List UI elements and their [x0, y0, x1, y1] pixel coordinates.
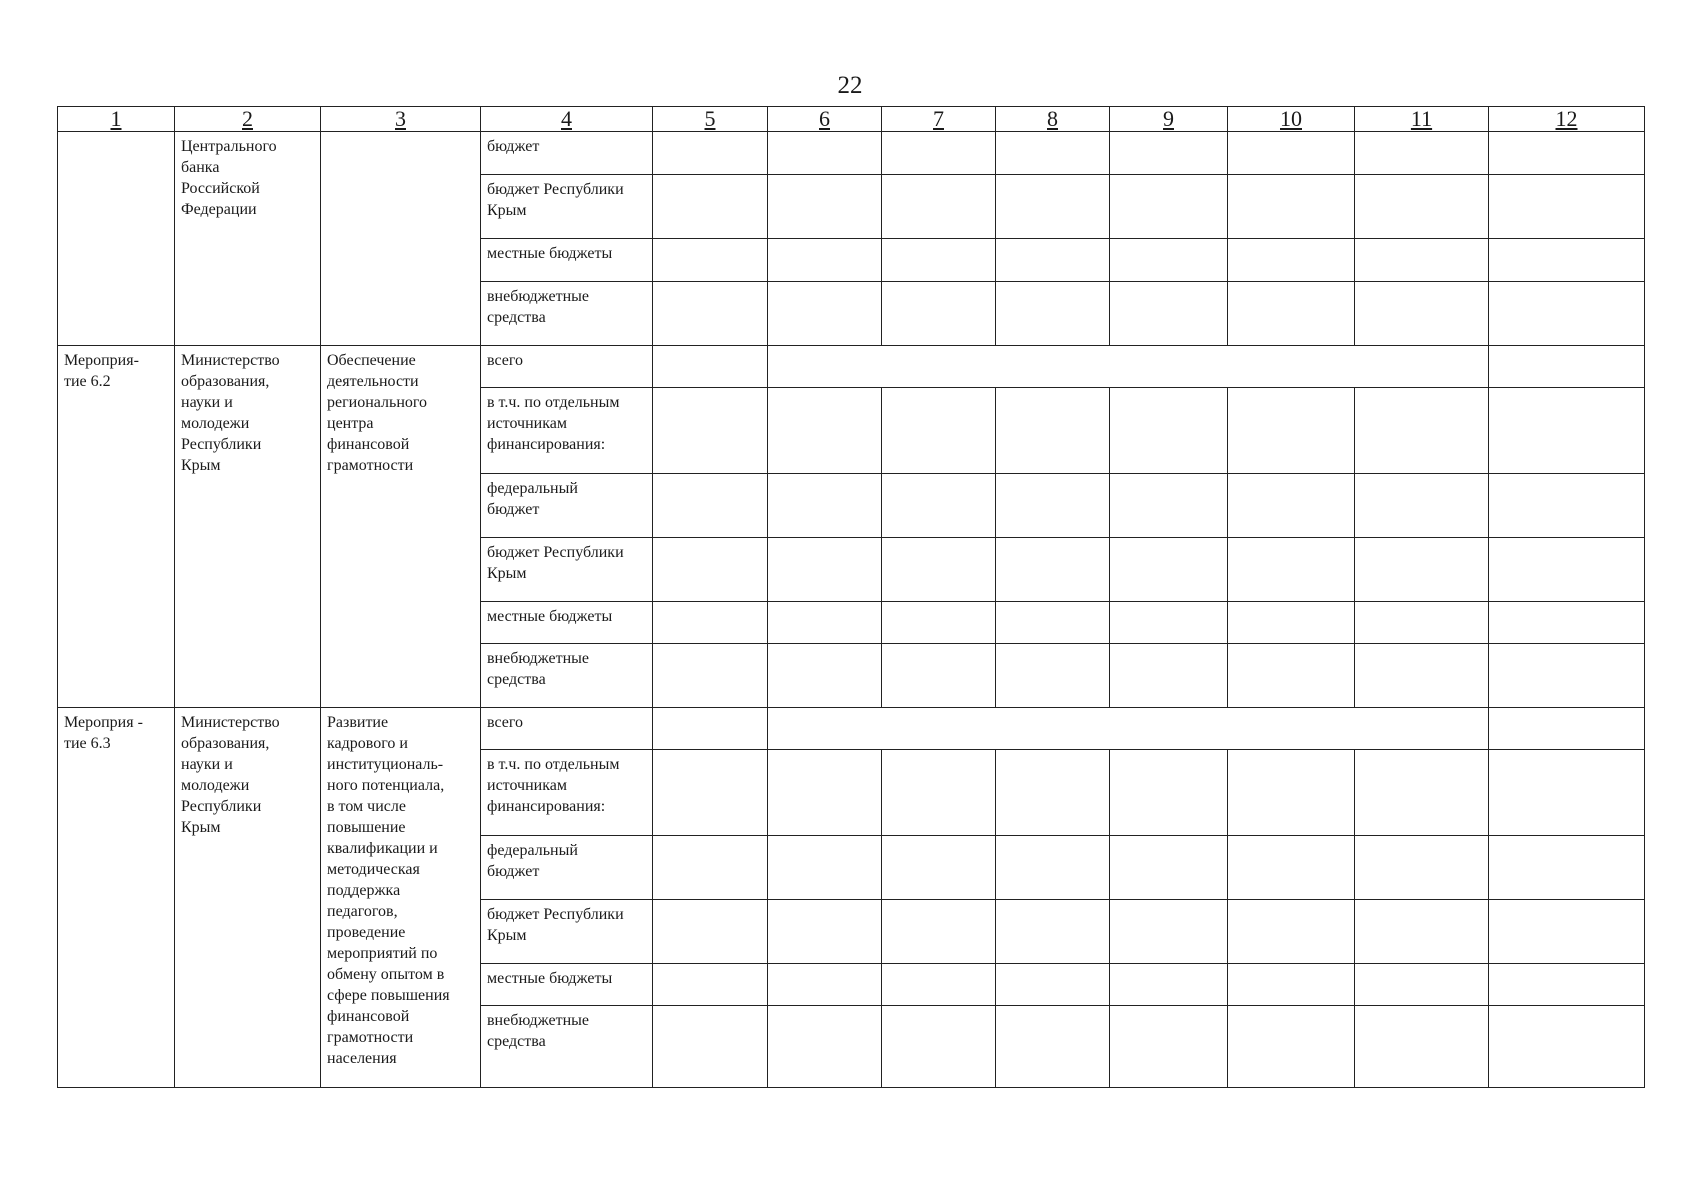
value-cell: [1355, 900, 1489, 964]
value-cell: [1110, 836, 1228, 900]
value-cell: [996, 750, 1110, 836]
value-cell: [882, 282, 996, 346]
value-cell: [653, 282, 768, 346]
value-cell: [1110, 175, 1228, 239]
source-cell: бюджет Республики Крым: [481, 175, 653, 239]
value-cell: [653, 132, 768, 175]
value-cell: [768, 474, 882, 538]
value-cell: [1489, 282, 1645, 346]
value-cell: [996, 538, 1110, 602]
value-cell: [1228, 175, 1355, 239]
value-cell: [1228, 388, 1355, 474]
value-cell: [996, 644, 1110, 708]
value-cell: [1489, 644, 1645, 708]
col-header-9: 9: [1110, 107, 1228, 132]
col-header-12: 12: [1489, 107, 1645, 132]
value-cell: [1228, 836, 1355, 900]
value-cell: [882, 900, 996, 964]
value-cell: [653, 388, 768, 474]
merged-total-cell: [768, 708, 1489, 750]
value-cell: [1110, 474, 1228, 538]
value-cell: [768, 239, 882, 282]
value-cell: [768, 750, 882, 836]
value-cell: [1355, 836, 1489, 900]
value-cell: [1228, 602, 1355, 644]
table-row: [58, 132, 1645, 175]
value-cell: [1355, 282, 1489, 346]
value-cell: [1355, 175, 1489, 239]
responsible-org-cell: Министерство образования, науки и молодежи Республики Крым: [175, 346, 321, 708]
value-cell: [1228, 132, 1355, 175]
source-cell: всего: [481, 346, 653, 388]
responsible-org-cell: Министерство образования, науки и молодежи Республики Крым: [175, 708, 321, 1088]
source-cell: бюджет Республики Крым: [481, 900, 653, 964]
value-cell: [1489, 175, 1645, 239]
source-cell: внебюджетные средства: [481, 282, 653, 346]
value-cell: [1110, 900, 1228, 964]
value-cell: [882, 964, 996, 1006]
value-cell: [1355, 239, 1489, 282]
value-cell: [768, 644, 882, 708]
value-cell: [768, 900, 882, 964]
value-cell: [768, 388, 882, 474]
value-cell: [768, 1006, 882, 1088]
description-cell: Обеспечение деятельности регионального центра финансовой грамотности: [321, 346, 481, 708]
value-cell: [882, 474, 996, 538]
value-cell: [882, 644, 996, 708]
col-header-4: 4: [481, 107, 653, 132]
value-cell: [996, 602, 1110, 644]
col-header-5: 5: [653, 107, 768, 132]
value-cell: [1355, 602, 1489, 644]
source-cell: в т.ч. по отдельным источникам финансирования:: [481, 388, 653, 474]
page-number: 22: [837, 72, 863, 99]
value-cell: [1355, 538, 1489, 602]
value-cell: [653, 708, 768, 750]
value-cell: [1489, 836, 1645, 900]
value-cell: [1228, 239, 1355, 282]
activity-cell: Мероприя - тие 6.3: [58, 708, 175, 1088]
value-cell: [996, 964, 1110, 1006]
value-cell: [1489, 239, 1645, 282]
value-cell: [1110, 644, 1228, 708]
value-cell: [1355, 474, 1489, 538]
value-cell: [653, 346, 768, 388]
source-cell: внебюджетные средства: [481, 1006, 653, 1088]
value-cell: [1228, 750, 1355, 836]
value-cell: [882, 175, 996, 239]
value-cell: [996, 900, 1110, 964]
source-cell: федеральный бюджет: [481, 474, 653, 538]
value-cell: [653, 602, 768, 644]
value-cell: [1489, 132, 1645, 175]
source-cell: федеральный бюджет: [481, 836, 653, 900]
value-cell: [1110, 964, 1228, 1006]
description-cell: Развитие кадрового и институциональ- ного потенциала, в том числе повышение квалификации и методическая поддержка педагогов, проведение мероприятий по обмену опытом в сфере повышения финансовой грамотности населения: [321, 708, 481, 1088]
value-cell: [882, 602, 996, 644]
value-cell: [996, 282, 1110, 346]
value-cell: [1228, 964, 1355, 1006]
value-cell: [653, 175, 768, 239]
value-cell: [768, 282, 882, 346]
value-cell: [1489, 474, 1645, 538]
value-cell: [653, 644, 768, 708]
header-row: [58, 107, 1645, 132]
value-cell: [768, 132, 882, 175]
value-cell: [1228, 644, 1355, 708]
value-cell: [1489, 602, 1645, 644]
value-cell: [653, 750, 768, 836]
value-cell: [653, 1006, 768, 1088]
value-cell: [768, 836, 882, 900]
value-cell: [653, 239, 768, 282]
value-cell: [1489, 388, 1645, 474]
col-header-7: 7: [882, 107, 996, 132]
col-header-8: 8: [996, 107, 1110, 132]
source-cell: в т.ч. по отдельным источникам финансирования:: [481, 750, 653, 836]
col-header-1: 1: [58, 107, 175, 132]
value-cell: [882, 132, 996, 175]
source-cell: бюджет Республики Крым: [481, 538, 653, 602]
source-cell: местные бюджеты: [481, 602, 653, 644]
col-header-2: 2: [175, 107, 321, 132]
value-cell: [1489, 964, 1645, 1006]
value-cell: [1355, 132, 1489, 175]
value-cell: [1228, 1006, 1355, 1088]
value-cell: [768, 602, 882, 644]
value-cell: [1110, 239, 1228, 282]
description-cell: [321, 132, 481, 346]
value-cell: [996, 474, 1110, 538]
source-cell: всего: [481, 708, 653, 750]
value-cell: [1489, 750, 1645, 836]
value-cell: [1355, 644, 1489, 708]
value-cell: [996, 1006, 1110, 1088]
value-cell: [653, 474, 768, 538]
table-row: [58, 346, 1645, 388]
value-cell: [768, 175, 882, 239]
value-cell: [1110, 750, 1228, 836]
value-cell: [996, 132, 1110, 175]
col-header-10: 10: [1228, 107, 1355, 132]
value-cell: [768, 538, 882, 602]
value-cell: [1228, 538, 1355, 602]
value-cell: [882, 836, 996, 900]
value-cell: [1110, 282, 1228, 346]
value-cell: [1489, 1006, 1645, 1088]
value-cell: [1110, 132, 1228, 175]
activity-cell: [58, 132, 175, 346]
source-cell: местные бюджеты: [481, 239, 653, 282]
value-cell: [996, 836, 1110, 900]
value-cell: [882, 538, 996, 602]
value-cell: [882, 750, 996, 836]
col-header-3: 3: [321, 107, 481, 132]
financing-table: [57, 106, 1645, 1088]
value-cell: [996, 388, 1110, 474]
col-header-6: 6: [768, 107, 882, 132]
responsible-org-cell: Центрального банка Российской Федерации: [175, 132, 321, 346]
value-cell: [996, 175, 1110, 239]
value-cell: [653, 836, 768, 900]
value-cell: [1228, 282, 1355, 346]
value-cell: [1110, 538, 1228, 602]
value-cell: [653, 538, 768, 602]
value-cell: [1110, 602, 1228, 644]
value-cell: [1489, 538, 1645, 602]
col-header-11: 11: [1355, 107, 1489, 132]
value-cell: [1489, 346, 1645, 388]
source-cell: внебюджетные средства: [481, 644, 653, 708]
value-cell: [1228, 474, 1355, 538]
value-cell: [653, 900, 768, 964]
source-cell: местные бюджеты: [481, 964, 653, 1006]
value-cell: [1355, 750, 1489, 836]
value-cell: [1110, 1006, 1228, 1088]
value-cell: [1489, 708, 1645, 750]
value-cell: [1110, 388, 1228, 474]
activity-cell: Мероприя- тие 6.2: [58, 346, 175, 708]
value-cell: [768, 964, 882, 1006]
merged-total-cell: [768, 346, 1489, 388]
table-row: [58, 708, 1645, 750]
value-cell: [882, 1006, 996, 1088]
value-cell: [996, 239, 1110, 282]
value-cell: [1355, 964, 1489, 1006]
source-cell: бюджет: [481, 132, 653, 175]
value-cell: [1228, 900, 1355, 964]
value-cell: [882, 388, 996, 474]
value-cell: [1355, 388, 1489, 474]
value-cell: [653, 964, 768, 1006]
value-cell: [1489, 900, 1645, 964]
value-cell: [882, 239, 996, 282]
value-cell: [1355, 1006, 1489, 1088]
